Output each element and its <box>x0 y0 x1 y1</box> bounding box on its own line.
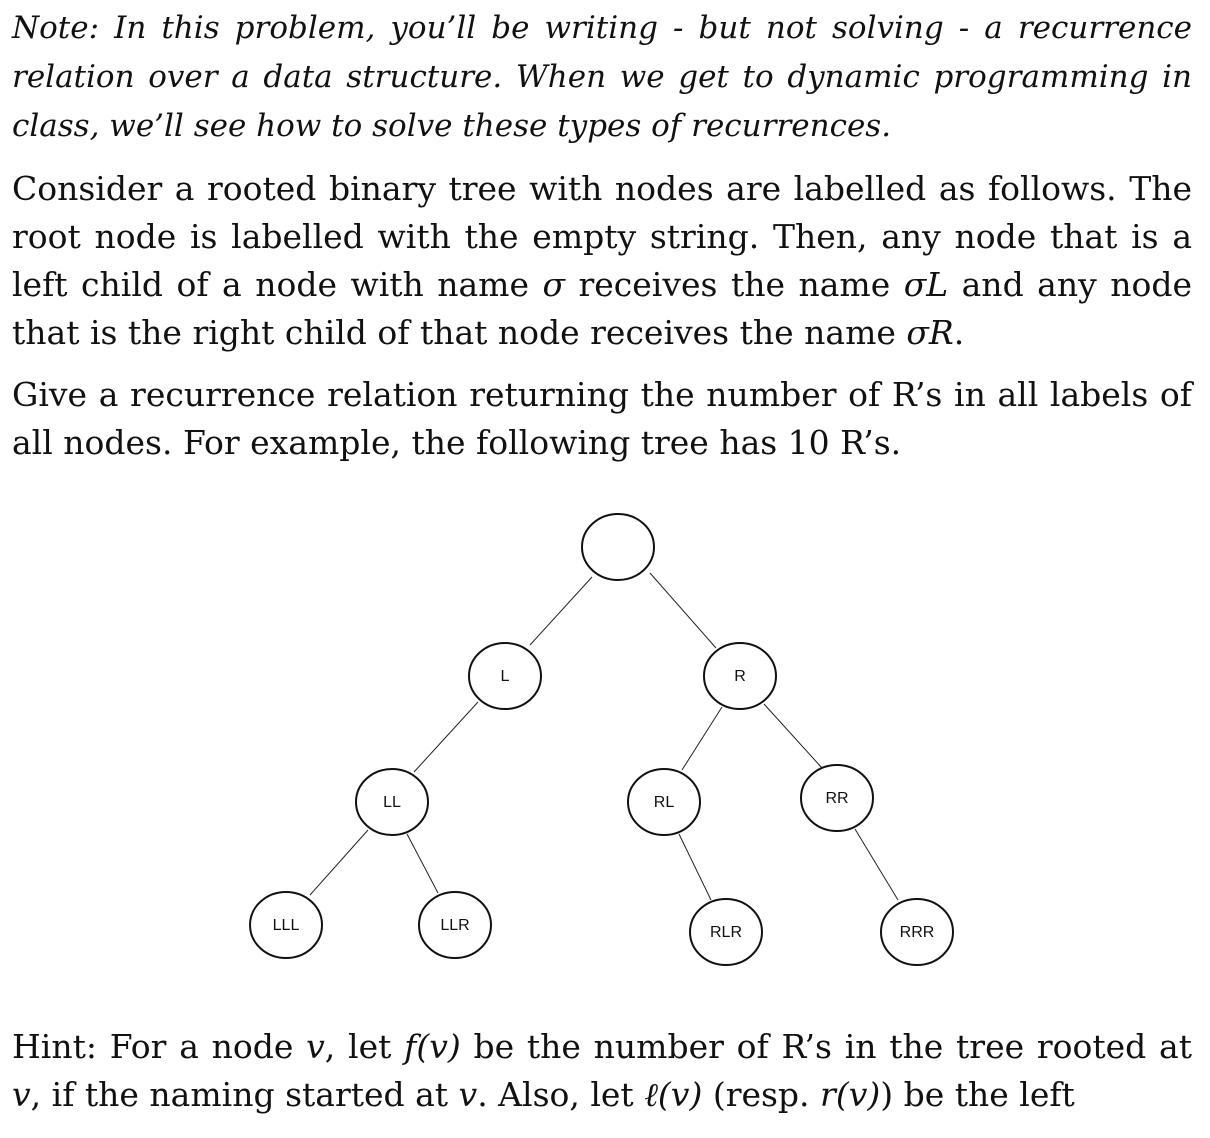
node-label-RL: RL <box>653 794 675 811</box>
hint-paragraph <box>12 1023 1192 1119</box>
problem-text-4: . <box>953 313 965 352</box>
tree-node-RLR <box>690 899 762 965</box>
document-body <box>12 4 1192 467</box>
hint-v-1: v <box>306 1027 325 1066</box>
tree-node-R <box>704 643 776 709</box>
edge-RR-RRR <box>855 829 898 900</box>
edge-R-RR <box>764 704 822 768</box>
node-label-RLR: RLR <box>709 924 743 941</box>
edge-root-R <box>650 573 716 648</box>
hint-text-5: . Also, let <box>477 1075 645 1114</box>
hint-text-6: (resp. <box>702 1075 821 1114</box>
node-label-RRR: RRR <box>899 924 935 941</box>
binary-tree-diagram <box>0 500 1210 980</box>
node-label-LLR: LLR <box>440 917 470 934</box>
edge-RL-RLR <box>679 834 711 900</box>
edge-LL-LLR <box>407 834 438 893</box>
hint-block <box>12 1023 1192 1119</box>
node-label-LL: LL <box>383 794 401 811</box>
note-paragraph: Note: In this problem, you’ll be writing - but not solving - a recurrence relation over a data structure. When we get to dynamic programming in class, we’ll see how to solve these types of recurrences. <box>12 10 1192 144</box>
node-label-L: L <box>500 668 510 685</box>
sigma-symbol: σ <box>542 265 566 304</box>
tree-node-RL <box>628 769 700 835</box>
edge-L-LL <box>414 702 478 772</box>
hint-text-3: be the number of R’s in the tree rooted at <box>460 1027 1192 1066</box>
edge-LL-LLL <box>310 830 368 895</box>
sigma-l-symbol: σL <box>903 265 949 304</box>
hint-f-of-v: f(v) <box>404 1027 461 1066</box>
hint-r-of-v: r(v) <box>820 1075 881 1114</box>
problem-paragraph <box>12 165 1192 357</box>
task-paragraph: Give a recurrence relation returning the number of R’s in all labels of all nodes. For example, the following tree has 10 R’s. <box>12 375 1192 462</box>
tree-node-RR <box>801 765 873 831</box>
hint-v-2: v <box>12 1075 31 1114</box>
edge-R-RL <box>682 707 722 770</box>
problem-text-2: receives the name <box>565 265 904 304</box>
problem-text-3: and any node that is the right child of that node receives the name <box>12 265 1192 352</box>
sigma-r-symbol: σR <box>906 313 954 352</box>
tree-node-root <box>582 514 654 580</box>
hint-text-4: , if the naming started at <box>30 1075 459 1114</box>
tree-node-LLR <box>419 892 491 958</box>
node-label-LLL: LLL <box>272 917 300 934</box>
tree-node-LL <box>356 769 428 835</box>
edge-root-L <box>530 577 592 645</box>
problem-text-1: Consider a rooted binary tree with nodes are labelled as follows. The root node is labelled with the empty string. Then, any node that is a left child of a node with name <box>12 169 1192 304</box>
node-label-R: R <box>734 668 746 685</box>
tree-node-L <box>469 643 541 709</box>
hint-text-7: ) be the left <box>880 1075 1075 1114</box>
hint-text-1: Hint: For a node <box>12 1027 307 1066</box>
tree-svg <box>0 500 1210 980</box>
tree-node-RRR <box>881 899 953 965</box>
hint-text-2: , let <box>324 1027 405 1066</box>
tree-node-LLL <box>250 892 322 958</box>
hint-v-3: v <box>458 1075 478 1114</box>
node-label-RR: RR <box>825 790 849 807</box>
hint-l-of-v: ℓ(v) <box>644 1075 703 1114</box>
